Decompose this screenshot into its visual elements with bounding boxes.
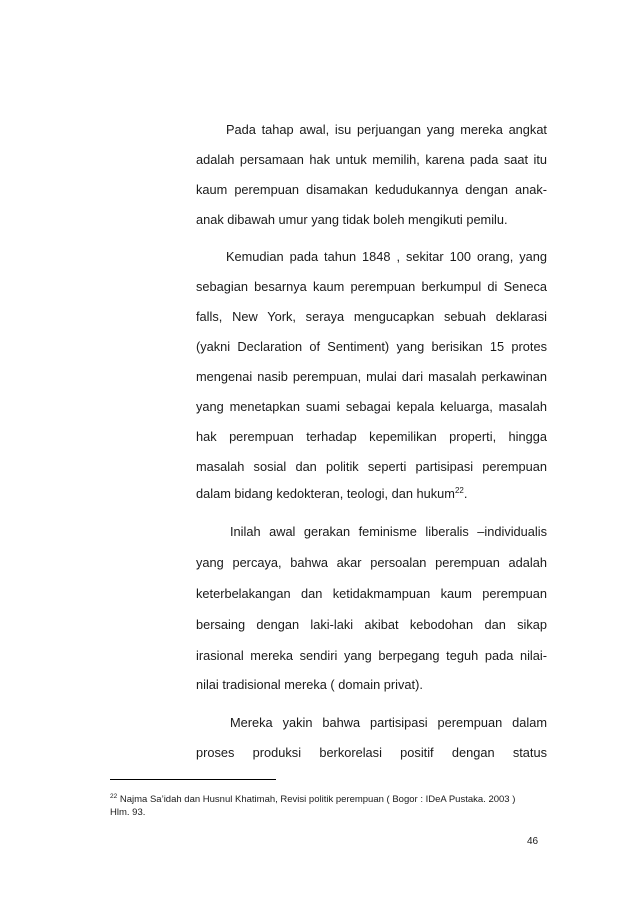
- paragraph-line: masalah sosial dan politik seperti partisipasi perempuan: [196, 459, 547, 474]
- footnote-text: Najma Sa’idah dan Husnul Khatimah, Revisi politik perempuan ( Bogor : IDeA Pustaka. 2003 ): [119, 794, 516, 805]
- paragraph-line: falls, New York, seraya mengucapkan sebuah deklarasi: [196, 309, 547, 324]
- paragraph-line: kaum perempuan disamakan kedudukannya dengan anak-: [196, 182, 547, 197]
- paragraph-line: bersaing dengan laki-laki akibat kebodohan dan sikap: [196, 617, 547, 632]
- paragraph-line-with-footnote-ref: [196, 486, 547, 502]
- paragraph-line: keterbelakangan dan ketidakmampuan kaum perempuan: [196, 586, 547, 601]
- paragraph-line: yang menetapkan suami sebagai kepala keluarga, masalah: [196, 399, 547, 414]
- paragraph-line: sebagian besarnya kaum perempuan berkumpul di Seneca: [196, 279, 547, 294]
- footnote-line: [110, 794, 515, 806]
- paragraph-line: nilai tradisional mereka ( domain privat).: [196, 677, 423, 692]
- paragraph-line: (yakni Declaration of Sentiment) yang berisikan 15 protes: [196, 339, 547, 354]
- paragraph-line: yang percaya, bahwa akar persoalan perempuan adalah: [196, 555, 547, 570]
- paragraph-line: Kemudian pada tahun 1848 , sekitar 100 orang, yang: [226, 249, 547, 264]
- paragraph-line: Mereka yakin bahwa partisipasi perempuan dalam: [230, 715, 547, 730]
- page-number: 46: [527, 836, 539, 847]
- paragraph-line: Pada tahap awal, isu perjuangan yang mereka angkat: [226, 122, 547, 137]
- paragraph-line: proses produksi berkorelasi positif dengan status: [196, 745, 547, 760]
- paragraph-line: mengenai nasib perempuan, mulai dari masalah perkawinan: [196, 369, 547, 384]
- footnote-line: Hlm. 93.: [110, 807, 146, 818]
- footnote-divider: [110, 779, 276, 780]
- paragraph-line: Inilah awal gerakan feminisme liberalis –individualis: [230, 524, 547, 539]
- footnote-reference[interactable]: 22: [454, 486, 464, 495]
- line-tail: .: [463, 486, 468, 501]
- line-text: dalam bidang kedokteran, teologi, dan hukum: [196, 486, 455, 501]
- footnote-number: 22: [110, 793, 118, 800]
- paragraph-line: adalah persamaan hak untuk memilih, karena pada saat itu: [196, 152, 547, 167]
- paragraph-line: irasional mereka sendiri yang berpegang teguh pada nilai-: [196, 648, 547, 663]
- paragraph-line: hak perempuan terhadap kepemilikan properti, hingga: [196, 429, 547, 444]
- paragraph-line: anak dibawah umur yang tidak boleh mengikuti pemilu.: [196, 212, 508, 227]
